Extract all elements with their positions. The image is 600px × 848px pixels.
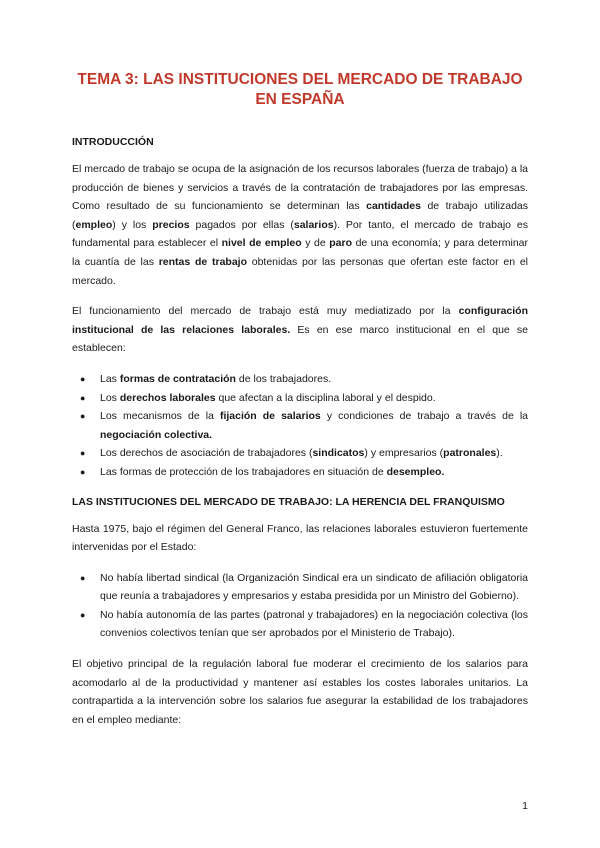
- bullet-icon: ●: [80, 448, 86, 459]
- text-run: Las formas de protección de los trabajadores en situación de: [100, 465, 387, 478]
- bold-term: empleo: [75, 218, 113, 231]
- bold-term: sindicatos: [312, 447, 365, 460]
- paragraph-intro-2: [72, 302, 528, 358]
- text-run: El funcionamiento del mercado de trabajo está muy mediatizado por la: [72, 305, 459, 318]
- text-run: No había autonomía de las partes (patronal y trabajadores) en la negociación colectiva (los convenios colectivos tenían que ser aprobados por el Ministerio de Trabajo).: [100, 608, 528, 640]
- list-item: [72, 569, 528, 606]
- bold-term: nivel de empleo: [221, 237, 302, 250]
- document-title: TEMA 3: LAS INSTITUCIONES DEL MERCADO DE TRABAJO EN ESPAÑA: [77, 71, 523, 108]
- text-run: y de: [301, 237, 330, 250]
- bold-term: precios: [152, 218, 190, 231]
- list-item: [72, 606, 528, 643]
- text-run: Los: [100, 391, 120, 404]
- bullet-icon: ●: [80, 572, 86, 583]
- franquismo-list: [72, 569, 528, 643]
- bold-term: salarios: [293, 218, 334, 231]
- text-run: ). Por tanto, el mercado de trabajo es fundamental para establecer el: [72, 218, 529, 250]
- paragraph-franquismo-1: Hasta 1975, bajo el régimen del General Franco, las relaciones laborales estuvieron fuertemente intervenidas por el Estado:: [72, 522, 528, 554]
- list-item: [72, 389, 528, 408]
- text-run: ) y empresarios (: [364, 447, 444, 460]
- bullet-icon: ●: [80, 392, 86, 403]
- text-run: de trabajo utilizadas (: [72, 200, 528, 231]
- list-item: [72, 463, 528, 482]
- bold-term: paro: [329, 237, 353, 250]
- text-run: Los mecanismos de la: [100, 410, 220, 423]
- bold-term: formas de contratación: [119, 372, 236, 385]
- text-run: ) y los: [112, 218, 153, 231]
- bold-term: cantidades: [366, 200, 421, 213]
- list-item: [72, 370, 528, 389]
- text-run: No había libertad sindical (la Organización Sindical era un sindicato de afiliación obligatoria que reunía a trabajadores y empresarios y estaba presidida por un Ministro del Gobierno).: [100, 571, 528, 603]
- list-item: [72, 444, 528, 463]
- text-run: de los trabajadores.: [235, 372, 332, 385]
- section-heading-franquismo: LAS INSTITUCIONES DEL MERCADO DE TRABAJO: LA HERENCIA DEL FRANQUISMO: [72, 495, 505, 508]
- text-run: que afectan a la disciplina laboral y el despido.: [215, 391, 436, 404]
- institutions-list: [72, 370, 528, 482]
- bold-term: rentas de trabajo: [158, 255, 247, 268]
- list-item: [72, 407, 528, 444]
- bullet-icon: ●: [80, 609, 86, 620]
- text-run: y condiciones de trabajo a través de la: [320, 410, 529, 423]
- page-number: 1: [522, 800, 528, 812]
- paragraph-franquismo-2: El objetivo principal de la regulación laboral fue moderar el crecimiento de los salarios para acomodarlo al de la productividad y mantener así estables los costes laborales unitarios. La contrapartida a la intervención sobre los salarios fue asegurar la estabilidad de los trabajadores en el empleo mediante:: [72, 658, 528, 726]
- text-run: El mercado de trabajo se ocupa de la asignación de los recursos laborales (fuerza de trabajo) a la producción de bienes y servicios a través de la contratación de trabajadores por las empresas. Como resultado de su funcionamiento se determinan las: [72, 163, 528, 213]
- bold-term: desempleo.: [386, 465, 445, 478]
- text-run: Las: [100, 372, 120, 385]
- text-run: Los derechos de asociación de trabajadores (: [100, 447, 313, 460]
- text-run: obtenidas por las personas que ofertan este factor en el mercado.: [72, 255, 528, 287]
- bold-term: patronales: [443, 447, 497, 460]
- bullet-icon: ●: [80, 373, 86, 384]
- text-run: de una economía; y para determinar la cuantía de las: [72, 237, 528, 268]
- bold-term: configuración institucional de las relaciones laborales.: [72, 305, 528, 336]
- text-run: pagados por ellas (: [189, 218, 294, 231]
- text-run: ).: [496, 447, 503, 460]
- text-run: Es en ese marco institucional en el que se establecen:: [72, 323, 528, 355]
- bullet-icon: ●: [80, 411, 86, 422]
- bullet-icon: ●: [80, 466, 86, 477]
- bold-term: fijación de salarios: [219, 410, 321, 423]
- bold-term: derechos laborales: [119, 391, 216, 404]
- section-heading-introduccion: INTRODUCCIÓN: [72, 136, 154, 148]
- document-page: [72, 70, 528, 741]
- paragraph-intro-1: [72, 160, 528, 290]
- bold-term: negociación colectiva.: [100, 428, 213, 441]
